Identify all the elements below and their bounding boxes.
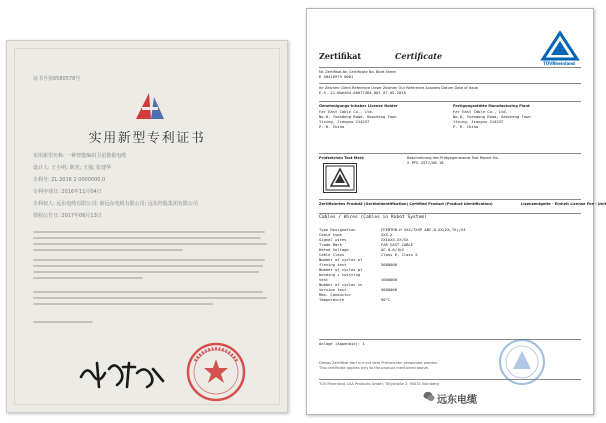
red-official-seal [185, 341, 247, 403]
patent-field-name: 实用新型名称: 一种智能编码卫星数据电缆 [33, 153, 127, 159]
certificate-title: 实用新型专利证书 [88, 131, 206, 146]
certificate-header-de: Zertifikat [319, 51, 362, 61]
test-mark-label: Prüfzeichen Test Mark [319, 156, 364, 160]
holder-line: Far East Cable Co., Ltd. [319, 109, 374, 114]
patent-field-grant-date: 授权公告日: 2017年06月13日 [33, 213, 102, 219]
tuv-test-mark [323, 163, 357, 193]
tuv-logo-icon [539, 31, 581, 61]
tuv-blue-seal [497, 337, 547, 387]
patent-field-inventor: 设计人: 王小明; 陈光; 王强; 张建华 [33, 165, 112, 171]
product-title: Cables / Wires (Cables in Robot System) [319, 215, 427, 220]
patent-field-holder: 专利权人: 远东电缆有限公司; 新远东电缆有限公司; 远东控股集团有限公司 [33, 201, 198, 207]
footer-line: This certificate applies only to the product mentioned above. [319, 366, 429, 370]
product-label: Zertifiziertes Produkt (Geräteidentifikation) Certified Product (Product Identification) [319, 202, 493, 206]
director-signature [77, 359, 167, 391]
certificate-header-en: Certificate [395, 51, 443, 61]
wechat-icon [423, 391, 435, 402]
holder-line: No.8, Yuandong Road, Gaocheng Town [319, 114, 397, 119]
license-fee-label: Lizenzentgelte - Einheit License Fee - Unit [521, 202, 606, 206]
patent-field-filing-date: 专利申请日: 2016年11月04日 [33, 189, 102, 195]
plant-label: Fertigungsstätte Manufacturing Plant [453, 104, 530, 108]
certificate-number: 证书号第6580578号 [33, 76, 81, 82]
appendix-note: Anlage (Appendix): 1 [319, 341, 365, 346]
footer-line: Dieses Zertifikat darf nur mit dem Prüfzeichen verwendet werden. [319, 361, 439, 365]
plant-line: Yixing, Jiangsu 214257 [453, 119, 504, 124]
footer-address: TÜV Rheinland LGA Products GmbH, Tillystraße 2, 90431 Nürnberg [319, 382, 439, 386]
ref-labels: Ihr Zeichen Client Reference Unser Zeichen Our Reference Ausweis Datum Date of Issue [319, 86, 479, 90]
patent-field-number: 专利号: ZL 2016 2 0000000.0 [33, 177, 106, 183]
holder-line: Yixing, Jiangsu 214257 [319, 119, 370, 124]
brand-watermark: 远东电缆 [437, 395, 477, 406]
test-report-label: Beschreibung des Prüfgegenstands Test Report No. [407, 156, 499, 160]
patent-office-emblem-icon [132, 89, 168, 123]
plant-line: P. R. China [453, 124, 479, 129]
tuv-certificate: Zertifikat Certificate TÜVRheinland Nr. Zertifikat-Nr. Certificate No. Blatt Sheet R 50416975 0001 Ihr Zeichen Client Reference Unser Zeichen Our Reference Ausweis Datum Date of Issue E.S. 21-Nwe404-60077464 001 07.05.2018 Genehmigungs-Inhaber License Holder Fertigungsstätte Manufacturing Plant Far East Cable Co., Ltd. No.8, Yuandong Road, Gaocheng Town Yixing, Jiangsu 214257 P. R. China Far East Cable Co., Ltd. No.8, Yuandong Road, Gaocheng Town Yixing, Jiangsu 214257 P. R. China Prüfzeichen Test Mark Beschreibung des Prüfgegenstands Test Report No. 2 PFG 2577/08.18 Zertifiziertes Produkt (Geräteidentifikation) Certified Product (Product Identification) Lizenzentgelte - Einheit License Fee - Unit Cables / Wires (Cables in Robot System) Type Designation FEEMTRB-H XXX/TXXP ABC.D-XX(XX,TX)/X4 Cable type XXX.X Signal wires XXIAXX.XX/XX Trade Mark FAR EAST CABLE Rated Voltage AC 0.6/1kV Cable Class Class 6, Class 5 Number of cycles of flexing test 5000000 Number of cycles of bending + twisting test 1000000 Number of cycles in torsion test 5000000 Max. Conductor Temperature 90°C Anlage (Appendix): 1 Dieses Zertifikat darf nur mit dem Prüfzeichen verwendet werden. This certificate applies only to the product mentioned above. TÜV Rheinland LGA Products GmbH, Tillystraße 2, 90431 Nürnberg 远东电缆 [306, 8, 594, 415]
tuv-mark-icon [324, 164, 356, 192]
reg-values: R 50416975 0001 [319, 74, 354, 79]
test-report-value: 2 PFG 2577/08.18 [407, 160, 444, 165]
patent-certificate [6, 40, 288, 413]
reg-labels: Nr. Zertifikat-Nr. Certificate No. Blatt Sheet [319, 70, 396, 74]
plant-line: No.8, Yuandong Road, Gaocheng Town [453, 114, 531, 119]
holder-label: Genehmigungs-Inhaber License Holder [319, 104, 398, 108]
plant-line: Far East Cable Co., Ltd. [453, 109, 508, 114]
tuv-logo-text: TÜVRheinland [543, 61, 575, 66]
holder-line: P. R. China [319, 124, 345, 129]
ref-values: E.S. 21-Nwe404-60077464 001 07.05.2018 [319, 90, 406, 95]
